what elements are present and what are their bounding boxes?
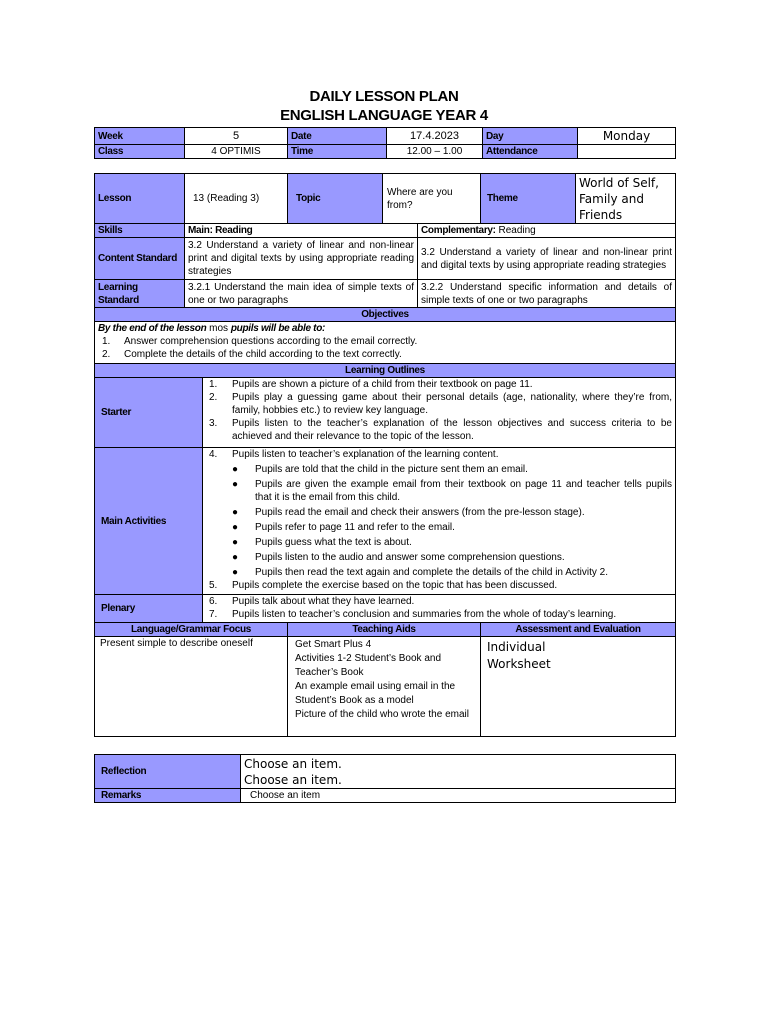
teaching-aids-value: Get Smart Plus 4 Activities 1-2 Student’s Book and Teacher’s Book An example email using email in the Student’s Book as a model Picture of the child who wrote the email xyxy=(288,637,481,737)
main-bullet: ● Pupils listen to the audio and answer some comprehension questions. xyxy=(232,552,565,563)
content-standard-comp: 3.2 Understand a variety of linear and non-linear print and digital texts by using appropriate reading strategies xyxy=(418,238,676,280)
day-label: Day xyxy=(483,128,578,145)
reflection-dropdown[interactable]: Choose an item. xyxy=(244,757,342,771)
remarks-value[interactable]: Choose an item xyxy=(241,789,676,803)
attendance-label: Attendance xyxy=(483,145,578,159)
skills-label: Skills xyxy=(95,224,185,238)
objectives-header: Objectives xyxy=(95,308,676,322)
starter-cell xyxy=(203,378,676,448)
main-bullet: ● Pupils are given the example email from their textbook on page 11 and teacher tells pupils that it is the email from this child. xyxy=(232,479,672,503)
lesson-value: 13 (Reading 3) xyxy=(185,174,288,224)
lesson-label: Lesson xyxy=(95,174,185,224)
complementary-value: Reading xyxy=(495,225,536,236)
main-step-4: 4. Pupils listen to teacher’s explanation of the learning content. xyxy=(209,449,499,460)
objectives-intro-b: mos xyxy=(206,323,231,334)
assessment-header: Assessment and Evaluation xyxy=(481,623,676,637)
document-subtitle: ENGLISH LANGUAGE YEAR 4 xyxy=(280,107,488,124)
objectives-intro-a: By the end of the lesson xyxy=(98,323,207,334)
topic-label: Topic xyxy=(288,174,383,224)
week-label: Week xyxy=(95,128,185,145)
theme-value: World of Self, Family and Friends xyxy=(576,174,676,224)
day-value: Monday xyxy=(578,128,676,145)
main-bullet: ● Pupils read the email and check their answers (from the pre-lesson stage). xyxy=(232,507,585,518)
grammar-focus-header: Language/Grammar Focus xyxy=(95,623,288,637)
content-standard-label: Content Standard xyxy=(95,238,185,280)
starter-label: Starter xyxy=(95,378,203,448)
plenary-label: Plenary xyxy=(95,595,203,623)
remarks-label: Remarks xyxy=(95,789,241,803)
teaching-aids-header: Teaching Aids xyxy=(288,623,481,637)
complementary-label: Complementary: xyxy=(421,225,496,236)
objectives-intro xyxy=(98,322,672,335)
reflection-dropdown[interactable]: Choose an item. xyxy=(244,773,342,787)
main-activities-cell xyxy=(203,448,676,595)
objective-item: 2. Complete the details of the child according to the text correctly. xyxy=(102,349,402,360)
objective-item: 1. Answer comprehension questions according to the email correctly. xyxy=(102,336,418,347)
complementary-skill xyxy=(418,224,676,238)
week-value: 5 xyxy=(185,128,288,145)
plenary-item: 6. Pupils talk about what they have learned. xyxy=(209,596,415,607)
starter-item: 2. Pupils play a guessing game about their personal details (age, nationality, where they’re from, family, hobbies etc.) to review key language. xyxy=(209,392,672,416)
reflection-label: Reflection xyxy=(95,755,241,789)
date-label: Date xyxy=(288,128,387,145)
lesson-table xyxy=(94,173,676,737)
objectives-cell xyxy=(95,322,676,364)
assessment-value: Individual Worksheet xyxy=(481,637,676,737)
learning-standard-comp: 3.2.2 Understand specific information and details of simple texts of one or two paragraphs xyxy=(418,280,676,308)
learning-standard-main: 3.2.1 Understand the main idea of simple texts of one or two paragraphs xyxy=(185,280,418,308)
topic-value: Where are you from? xyxy=(383,174,481,224)
main-bullet: ● Pupils are told that the child in the picture sent them an email. xyxy=(232,464,528,475)
main-activities-label: Main Activities xyxy=(95,448,203,595)
content-standard-main: 3.2 Understand a variety of linear and non-linear print and digital texts by using appropriate reading strategies xyxy=(185,238,418,280)
learning-standard-label: Learning Standard xyxy=(95,280,185,308)
learning-outlines-header: Learning Outlines xyxy=(95,364,676,378)
reflection-table xyxy=(94,754,676,803)
main-skill xyxy=(185,224,418,238)
plenary-item: 7. Pupils listen to teacher’s conclusion and summaries from the whole of today’s learning. xyxy=(209,609,617,620)
starter-item: 1. Pupils are shown a picture of a child from their textbook on page 11. xyxy=(209,379,533,390)
main-bullet: ● Pupils refer to page 11 and refer to the email. xyxy=(232,522,455,533)
main-bullet: ● Pupils then read the text again and complete the details of the child in Activity 2. xyxy=(232,567,608,578)
class-value: 4 OPTIMIS xyxy=(185,145,288,159)
theme-label: Theme xyxy=(481,174,576,224)
plenary-cell xyxy=(203,595,676,623)
time-value: 12.00 – 1.00 xyxy=(387,145,483,159)
starter-item: 3. Pupils listen to the teacher’s explanation of the lesson objectives and success criteria to be achieved and their relevance to the topic of the lesson. xyxy=(209,418,672,442)
main-bullet: ● Pupils guess what the text is about. xyxy=(232,537,412,548)
attendance-value xyxy=(578,145,676,159)
reflection-value xyxy=(241,755,676,789)
class-label: Class xyxy=(95,145,185,159)
main-step-5: 5. Pupils complete the exercise based on the topic that has been discussed. xyxy=(209,580,558,591)
info-table xyxy=(94,127,676,159)
grammar-focus-value: Present simple to describe oneself xyxy=(95,637,288,737)
main-skill-label: Main: Reading xyxy=(188,225,253,236)
date-value: 17.4.2023 xyxy=(387,128,483,145)
objectives-intro-c: pupils will be able to: xyxy=(230,323,326,334)
time-label: Time xyxy=(288,145,387,159)
document-title: DAILY LESSON PLAN xyxy=(309,88,459,105)
